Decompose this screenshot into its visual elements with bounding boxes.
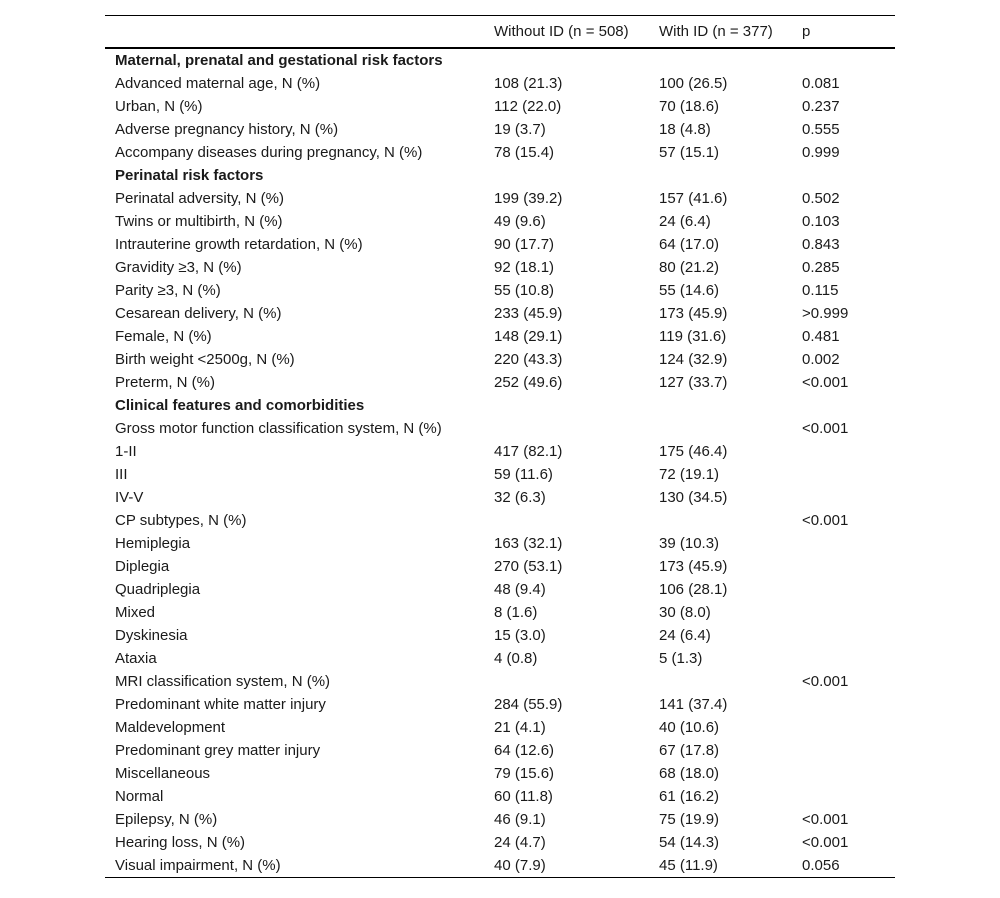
cell-without-id: 417 (82.1): [494, 443, 563, 460]
cell-p-value: 0.002: [802, 351, 840, 368]
row-label: Predominant grey matter injury: [115, 742, 321, 759]
row-label: CP subtypes, N (%): [115, 512, 247, 529]
table-row: [105, 762, 895, 785]
row-label: MRI classification system, N (%): [115, 673, 331, 690]
row-label: Birth weight <2500g, N (%): [115, 351, 295, 368]
header-row: [105, 16, 895, 49]
cell-without-id: 163 (32.1): [494, 535, 563, 552]
cell-without-id: 32 (6.3): [494, 489, 546, 506]
table-row: [105, 256, 895, 279]
row-label: Mixed: [115, 604, 156, 621]
cell-without-id: 19 (3.7): [494, 121, 546, 138]
row-label: Normal: [115, 788, 164, 805]
row-label: Hemiplegia: [115, 535, 191, 552]
section-header-row: [105, 394, 895, 417]
cell-with-id: 55 (14.6): [659, 282, 720, 299]
cell-with-id: 64 (17.0): [659, 236, 720, 253]
cell-without-id: 90 (17.7): [494, 236, 555, 253]
row-label: IV-V: [115, 489, 144, 506]
cell-without-id: 270 (53.1): [494, 558, 563, 575]
cell-with-id: 24 (6.4): [659, 213, 711, 230]
cell-with-id: 75 (19.9): [659, 811, 720, 828]
header-without-id: Without ID (n = 508): [494, 23, 629, 40]
row-label: Epilepsy, N (%): [115, 811, 218, 828]
cell-without-id: 78 (15.4): [494, 144, 555, 161]
table-row: [105, 785, 895, 808]
row-label: Preterm, N (%): [115, 374, 216, 391]
cell-p-value: 0.103: [802, 213, 840, 230]
cell-without-id: 48 (9.4): [494, 581, 546, 598]
header-p-value: p: [802, 23, 811, 40]
cell-with-id: [659, 509, 802, 532]
cell-with-id: 100 (26.5): [659, 75, 728, 92]
cell-with-id: 39 (10.3): [659, 535, 720, 552]
cell-with-id: 72 (19.1): [659, 466, 720, 483]
table-row: [105, 95, 895, 118]
cell-without-id: 220 (43.3): [494, 351, 563, 368]
cell-p-value: [802, 486, 895, 509]
cell-p-value: [802, 647, 895, 670]
section-title: Maternal, prenatal and gestational risk factors: [115, 52, 443, 69]
table-row: [105, 670, 895, 693]
row-label: Gravidity ≥3, N (%): [115, 259, 242, 276]
section-header-row: [105, 48, 895, 72]
cell-with-id: [659, 670, 802, 693]
cell-without-id: 79 (15.6): [494, 765, 555, 782]
row-label: Predominant white matter injury: [115, 696, 326, 713]
table-row: [105, 808, 895, 831]
cell-without-id: 46 (9.1): [494, 811, 546, 828]
cell-p-value: [802, 739, 895, 762]
cell-with-id: 18 (4.8): [659, 121, 711, 138]
cell-without-id: 112 (22.0): [494, 98, 562, 115]
cell-without-id: [494, 394, 659, 417]
table-row: [105, 509, 895, 532]
cell-with-id: 173 (45.9): [659, 558, 728, 575]
cell-without-id: 40 (7.9): [494, 857, 546, 874]
cell-p-value: [802, 785, 895, 808]
header-with-id: With ID (n = 377): [659, 23, 773, 40]
cell-with-id: 141 (37.4): [659, 696, 728, 713]
cell-p-value: <0.001: [802, 673, 849, 690]
table-row: [105, 601, 895, 624]
cell-with-id: [659, 164, 802, 187]
cell-without-id: 60 (11.8): [494, 788, 553, 805]
table-row: [105, 371, 895, 394]
cell-without-id: 233 (45.9): [494, 305, 563, 322]
table-row: [105, 141, 895, 164]
cell-with-id: 5 (1.3): [659, 650, 703, 667]
table-row: [105, 739, 895, 762]
row-label: Twins or multibirth, N (%): [115, 213, 283, 230]
cell-with-id: 54 (14.3): [659, 834, 720, 851]
cell-p-value: [802, 762, 895, 785]
row-label: Adverse pregnancy history, N (%): [115, 121, 339, 138]
table-row: [105, 486, 895, 509]
section-title: Clinical features and comorbidities: [115, 397, 365, 414]
row-label: Miscellaneous: [115, 765, 211, 782]
table-row: [105, 624, 895, 647]
cell-without-id: 108 (21.3): [494, 75, 563, 92]
cell-with-id: 119 (31.6): [659, 328, 727, 345]
table-row: [105, 555, 895, 578]
section-title: Perinatal risk factors: [115, 167, 264, 184]
cell-without-id: 148 (29.1): [494, 328, 563, 345]
cell-without-id: 92 (18.1): [494, 259, 555, 276]
section-header-row: [105, 164, 895, 187]
cell-with-id: 127 (33.7): [659, 374, 728, 391]
table-row: [105, 348, 895, 371]
cell-p-value: [802, 463, 895, 486]
cell-p-value: <0.001: [802, 834, 849, 851]
cell-without-id: 199 (39.2): [494, 190, 563, 207]
cell-with-id: 106 (28.1): [659, 581, 728, 598]
table-row: [105, 72, 895, 95]
cell-p-value: [802, 48, 895, 72]
cell-with-id: 130 (34.5): [659, 489, 728, 506]
cell-p-value: 0.285: [802, 259, 840, 276]
row-label: Parity ≥3, N (%): [115, 282, 221, 299]
cell-with-id: 157 (41.6): [659, 190, 728, 207]
row-label: 1-II: [115, 443, 137, 460]
cell-p-value: 0.237: [802, 98, 840, 115]
row-label: Visual impairment, N (%): [115, 857, 281, 874]
cell-p-value: 0.115: [802, 282, 839, 299]
row-label: Perinatal adversity, N (%): [115, 190, 284, 207]
row-label: Ataxia: [115, 650, 157, 667]
cell-p-value: 0.081: [802, 75, 840, 92]
cell-without-id: 59 (11.6): [494, 466, 553, 483]
comparison-table: [105, 15, 895, 878]
row-label: Dyskinesia: [115, 627, 188, 644]
cell-without-id: 24 (4.7): [494, 834, 546, 851]
cell-with-id: 61 (16.2): [659, 788, 720, 805]
cell-without-id: 21 (4.1): [494, 719, 546, 736]
cell-p-value: <0.001: [802, 811, 849, 828]
table-row: [105, 440, 895, 463]
cell-p-value: [802, 394, 895, 417]
cell-without-id: [494, 417, 659, 440]
cell-p-value: 0.843: [802, 236, 840, 253]
comparison-table-container: [105, 15, 895, 878]
cell-p-value: [802, 578, 895, 601]
table-body: [105, 48, 895, 878]
cell-with-id: 70 (18.6): [659, 98, 720, 115]
table-row: [105, 118, 895, 141]
cell-with-id: 173 (45.9): [659, 305, 728, 322]
cell-p-value: [802, 693, 895, 716]
table-row: [105, 233, 895, 256]
cell-with-id: 67 (17.8): [659, 742, 720, 759]
cell-p-value: <0.001: [802, 420, 849, 437]
cell-without-id: [494, 164, 659, 187]
table-row: [105, 647, 895, 670]
cell-p-value: <0.001: [802, 512, 849, 529]
cell-with-id: 45 (11.9): [659, 857, 718, 874]
cell-without-id: 284 (55.9): [494, 696, 563, 713]
cell-without-id: 55 (10.8): [494, 282, 555, 299]
cell-with-id: 40 (10.6): [659, 719, 720, 736]
cell-p-value: <0.001: [802, 374, 849, 391]
table-row: [105, 693, 895, 716]
table-row: [105, 187, 895, 210]
row-label: Advanced maternal age, N (%): [115, 75, 321, 92]
table-row: [105, 210, 895, 233]
cell-without-id: 15 (3.0): [494, 627, 546, 644]
cell-p-value: [802, 440, 895, 463]
cell-p-value: [802, 164, 895, 187]
row-label: Accompany diseases during pregnancy, N (%): [115, 144, 423, 161]
row-label: Cesarean delivery, N (%): [115, 305, 282, 322]
cell-p-value: [802, 532, 895, 555]
row-label: Hearing loss, N (%): [115, 834, 246, 851]
table-row: [105, 578, 895, 601]
cell-without-id: 49 (9.6): [494, 213, 546, 230]
row-label: Intrauterine growth retardation, N (%): [115, 236, 363, 253]
cell-with-id: 24 (6.4): [659, 627, 711, 644]
table-row: [105, 463, 895, 486]
cell-p-value: 0.481: [802, 328, 840, 345]
cell-with-id: [659, 394, 802, 417]
cell-p-value: >0.999: [802, 305, 849, 322]
cell-p-value: 0.555: [802, 121, 840, 138]
cell-with-id: 57 (15.1): [659, 144, 720, 161]
cell-p-value: [802, 716, 895, 739]
row-label: Quadriplegia: [115, 581, 201, 598]
table-row: [105, 716, 895, 739]
cell-with-id: [659, 417, 802, 440]
table-row: [105, 302, 895, 325]
row-label: Urban, N (%): [115, 98, 203, 115]
cell-p-value: 0.056: [802, 857, 840, 874]
cell-with-id: 30 (8.0): [659, 604, 711, 621]
table-row: [105, 325, 895, 348]
cell-p-value: 0.502: [802, 190, 840, 207]
cell-with-id: 68 (18.0): [659, 765, 720, 782]
cell-with-id: [659, 48, 802, 72]
table-header: [105, 16, 895, 49]
table-row: [105, 417, 895, 440]
header-variable: [105, 16, 494, 49]
cell-without-id: [494, 670, 659, 693]
cell-with-id: 175 (46.4): [659, 443, 728, 460]
cell-without-id: 8 (1.6): [494, 604, 538, 621]
row-label: Female, N (%): [115, 328, 212, 345]
cell-without-id: 64 (12.6): [494, 742, 555, 759]
table-row: [105, 532, 895, 555]
cell-without-id: 252 (49.6): [494, 374, 563, 391]
cell-without-id: 4 (0.8): [494, 650, 538, 667]
row-label: Maldevelopment: [115, 719, 226, 736]
cell-p-value: [802, 601, 895, 624]
cell-without-id: [494, 48, 659, 72]
cell-without-id: [494, 509, 659, 532]
cell-p-value: 0.999: [802, 144, 840, 161]
row-label: Diplegia: [115, 558, 170, 575]
table-row: [105, 279, 895, 302]
table-row: [105, 854, 895, 878]
cell-p-value: [802, 555, 895, 578]
cell-with-id: 80 (21.2): [659, 259, 720, 276]
table-row: [105, 831, 895, 854]
row-label: III: [115, 466, 128, 483]
row-label: Gross motor function classification system, N (%): [115, 420, 442, 437]
cell-p-value: [802, 624, 895, 647]
cell-with-id: 124 (32.9): [659, 351, 728, 368]
